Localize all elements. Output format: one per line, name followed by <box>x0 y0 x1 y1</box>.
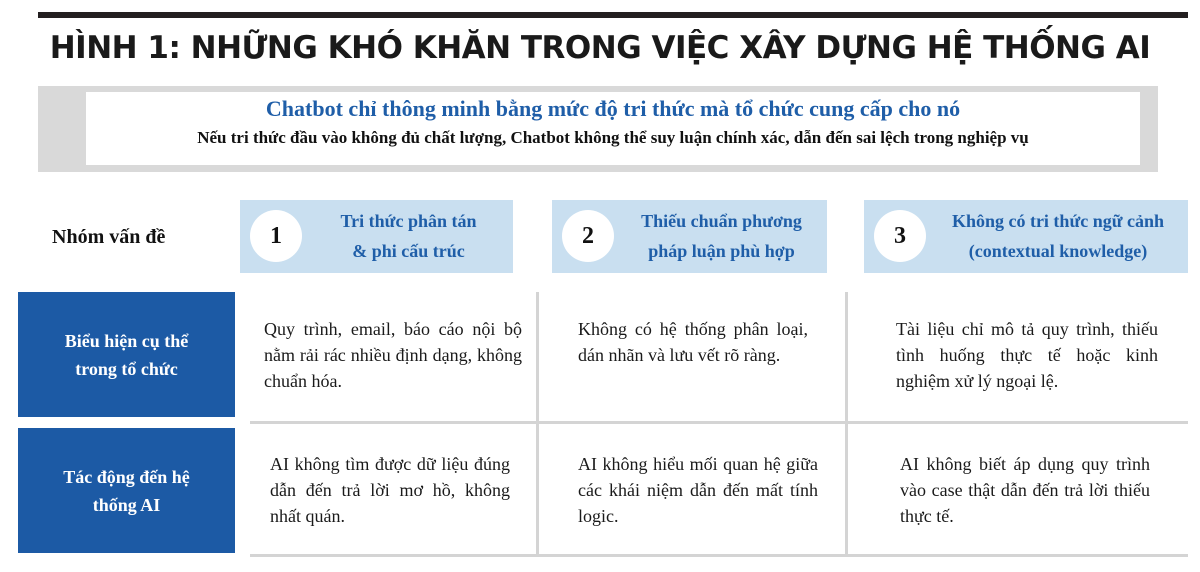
column-title-line: Không có tri thức ngữ cảnh <box>951 211 1165 231</box>
row-header-manifestation <box>18 292 235 417</box>
title-top-rule <box>38 12 1188 18</box>
column-header-3 <box>864 200 1188 273</box>
row-header-line: Biểu hiện cụ thể <box>64 330 189 351</box>
column-header-2 <box>552 200 827 273</box>
column-title <box>616 206 827 266</box>
column-title <box>928 206 1188 266</box>
table-cell: AI không hiểu mối quan hệ giữa các khái niệm dẫn đến mất tính logic. <box>578 454 818 526</box>
table-cell: Tài liệu chỉ mô tả quy trình, thiếu tình huống thực tế hoặc kinh nghiệm xử lý ngoại lệ. <box>896 319 1158 391</box>
row-divider <box>250 554 1188 557</box>
table-cell: AI không tìm được dữ liệu đúng dẫn đến trả lời mơ hồ, không nhất quán. <box>270 454 510 526</box>
column-header-1 <box>240 200 513 273</box>
column-title-line: Thiếu chuẩn phương <box>641 211 802 231</box>
figure-title: HÌNH 1: NHỮNG KHÓ KHĂN TRONG VIỆC XÂY DỰNG HỆ THỐNG AI <box>49 30 1151 66</box>
column-number-badge: 2 <box>562 210 614 262</box>
banner-headline: Chatbot chỉ thông minh bằng mức độ tri thức mà tổ chức cung cấp cho nó <box>265 96 961 121</box>
banner-subline: Nếu tri thức đầu vào không đủ chất lượng, Chatbot không thể suy luận chính xác, dẫn đến sai lệch trong nghiệp vụ <box>197 128 1029 147</box>
column-title-line: & phi cấu trúc <box>352 241 465 261</box>
table-cell: Không có hệ thống phân loại, dán nhãn và lưu vết rõ ràng. <box>578 319 808 365</box>
column-title-line: pháp luận phù hợp <box>648 241 795 261</box>
column-title-line: (contextual knowledge) <box>968 241 1148 261</box>
group-label: Nhóm vấn đề <box>52 226 166 248</box>
table-cell: Quy trình, email, báo cáo nội bộ nằm rải rác nhiều định dạng, không chuẩn hóa. <box>264 319 522 391</box>
row-header-impact <box>18 428 235 553</box>
column-title-line: Tri thức phân tán <box>340 211 477 231</box>
summary-banner <box>38 86 1158 172</box>
row-divider <box>250 421 1188 424</box>
row-header-line: trong tổ chức <box>75 358 178 379</box>
table-cell: AI không biết áp dụng quy trình vào case thật dẫn đến trả lời thiếu thực tế. <box>900 454 1150 526</box>
column-number-badge: 1 <box>250 210 302 262</box>
column-title <box>304 206 513 266</box>
row-header-line: Tác động đến hệ <box>63 466 190 487</box>
row-header-line: thống AI <box>92 494 161 515</box>
column-number-badge: 3 <box>874 210 926 262</box>
summary-banner-inner <box>86 92 1140 165</box>
